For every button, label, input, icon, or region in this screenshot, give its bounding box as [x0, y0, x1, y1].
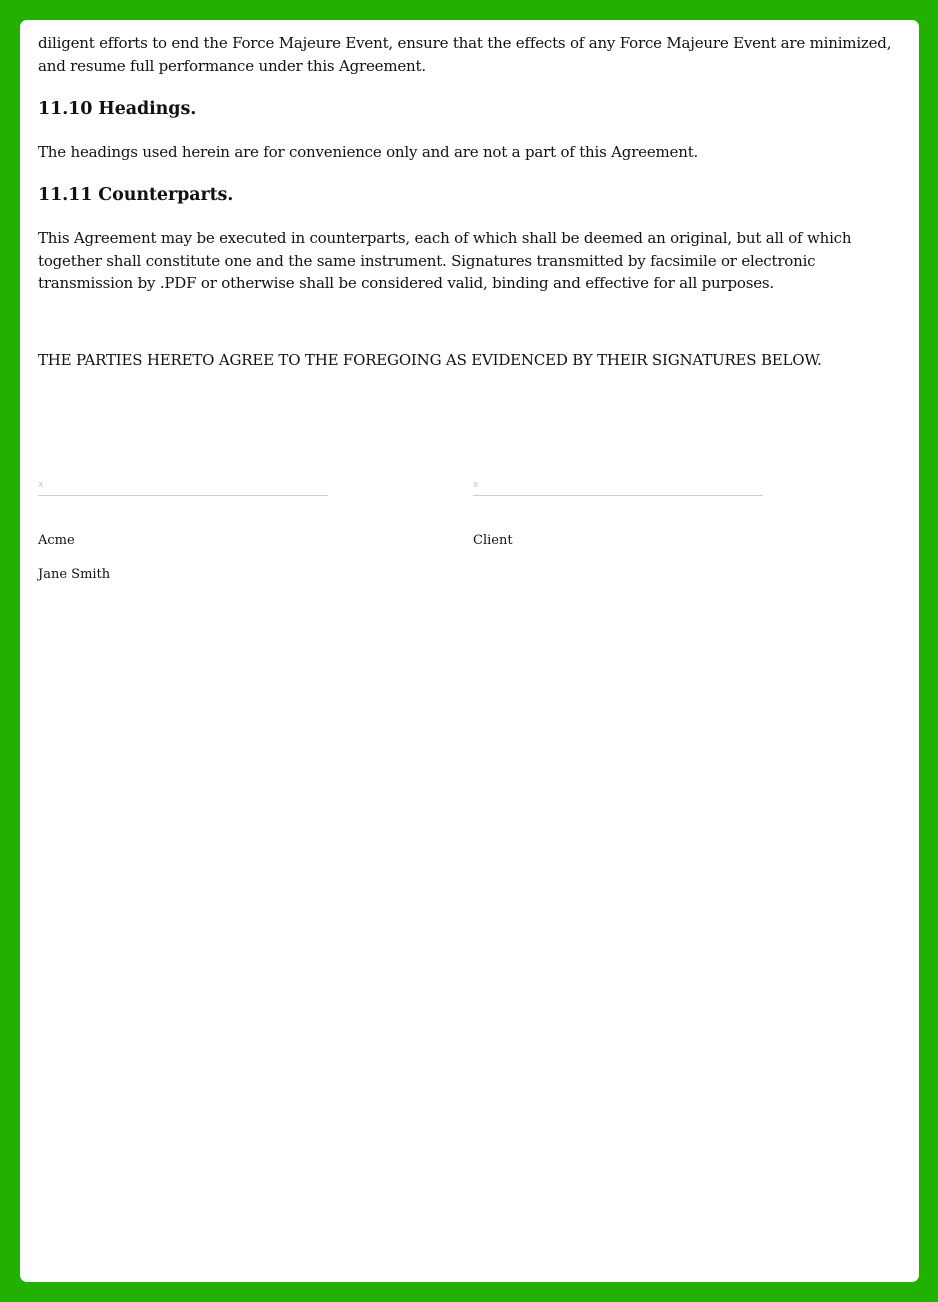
paragraph-counterparts: This Agreement may be executed in counterparts, each of which shall be deemed an original, but all of which together shall constitute one and the same instrument. Signatures transmitted by facsimile or electronic transmission by .PDF or otherwise shall be considered valid, binding and effective for all purposes. — [38, 229, 852, 292]
heading-headings: 11.10 Headings. — [38, 99, 197, 119]
paragraph-parties-agree: THE PARTIES HERETO AGREE TO THE FOREGOING AS EVIDENCED BY THEIR SIGNATURES BELOW. — [38, 351, 822, 369]
signature-line-client[interactable] — [473, 476, 763, 496]
paragraph-force-majeure-end: diligent efforts to end the Force Majeure Event, ensure that the effects of any Force Majeure Event are minimized, and resume full performance under this Agreement. — [38, 34, 892, 75]
signature-marker: x — [38, 480, 44, 490]
paragraph-headings: The headings used herein are for convenience only and are not a part of this Agreement. — [38, 143, 699, 161]
signature-party-name: Client — [473, 533, 513, 548]
signature-party-name: Acme — [38, 533, 75, 548]
document-page — [20, 20, 919, 1282]
signature-line-acme[interactable] — [38, 476, 328, 496]
signature-signer-name: Jane Smith — [38, 567, 111, 582]
signature-marker: x — [473, 480, 479, 490]
signature-block-acme — [38, 476, 328, 582]
signature-block-client — [473, 476, 763, 548]
heading-counterparts: 11.11 Counterparts. — [38, 185, 234, 205]
